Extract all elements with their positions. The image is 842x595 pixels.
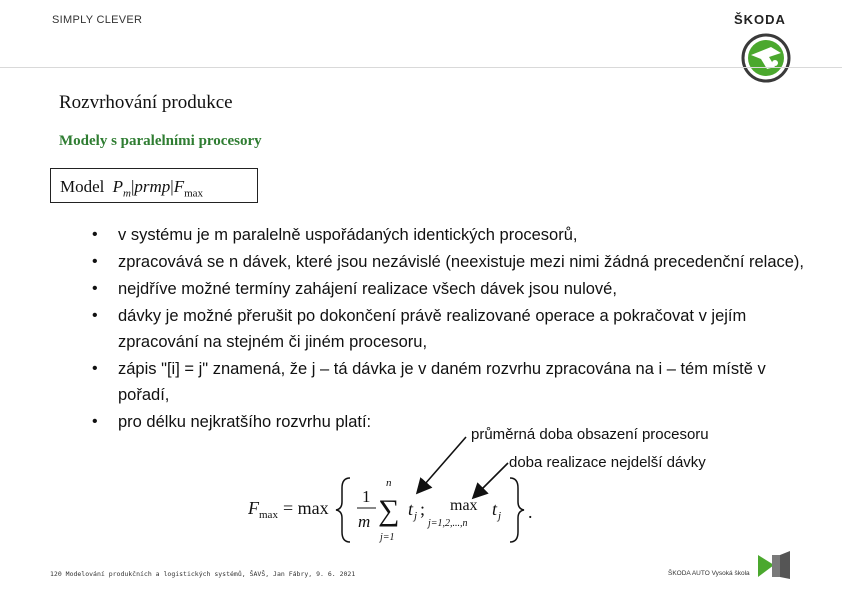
bullet-item: • dávky je možné přerušit po dokončení právě realizované operace a pokračovat v jejím zpracování na stejném či jiném procesoru, [92,303,812,355]
model-formula: $P_m|prmp|F_{max}$ [112,177,204,200]
bullet-icon: • [92,413,98,430]
school-logo-icon [758,551,790,579]
bullet-item: • pro délku nejkratšího rozvrhu platí: [92,409,812,435]
svg-text:= max: = max [283,498,329,518]
slide-title: Rozvrhování produkce [59,92,233,113]
max-lower: j=1,2,...,n [428,518,468,529]
svg-text:.: . [528,502,533,522]
sum-upper: n [386,477,392,489]
bullet-item: • nejdříve možné termíny zahájení realizace všech dávek jsou nulové, [92,276,812,302]
fraction-numerator: 1 [362,487,371,506]
svg-text:F: F [248,498,259,518]
fraction-denominator: m [358,512,371,531]
svg-text:j: j [498,510,502,522]
bullet-icon: • [92,280,98,297]
annotation-avg-load: průměrná doba obsazení procesoru [471,426,709,443]
footer-school: ŠKODA AUTO Vysoká škola [668,570,750,577]
bullet-item: • zpracovává se n dávek, které jsou nezávislé (neexistuje mezi nimi žádná precedenční relace), [92,249,812,275]
bullet-icon: • [92,307,98,324]
sum-lower: j=1 [380,532,395,543]
bullet-icon: • [92,253,98,270]
bullet-icon: • [92,360,98,377]
svg-text:t: t [408,499,414,519]
svg-text:j: j [414,510,418,522]
svg-text:∑: ∑ [378,494,400,527]
svg-text:;: ; [420,499,426,519]
annotation-longest-job: doba realizace nejdelší dávky [509,454,706,471]
model-label: Model [60,177,105,196]
footer-citation: 120 Modelování produkčních a logistických systémů, ŠAVŠ, Jan Fábry, 9. 6. 2021 [50,570,356,578]
fmax-formula [248,472,538,547]
svg-text:max: max [450,497,478,514]
bullet-item: • zápis "[i] = j" znamená, že j – tá dávka je v daném rozvrhu zpracována na i – tém místě v pořadí, [92,356,812,408]
slogan: SIMPLY CLEVER [52,14,143,26]
brand-wordmark: ŠKODA [734,12,786,27]
bullet-item: • v systému je m paralelně uspořádaných identických procesorů, [92,222,812,248]
svg-text:max: max [259,509,278,521]
svg-text:t: t [492,499,498,519]
bullet-icon: • [92,226,98,243]
slide-subtitle: Modely s paralelními procesory [59,133,262,149]
